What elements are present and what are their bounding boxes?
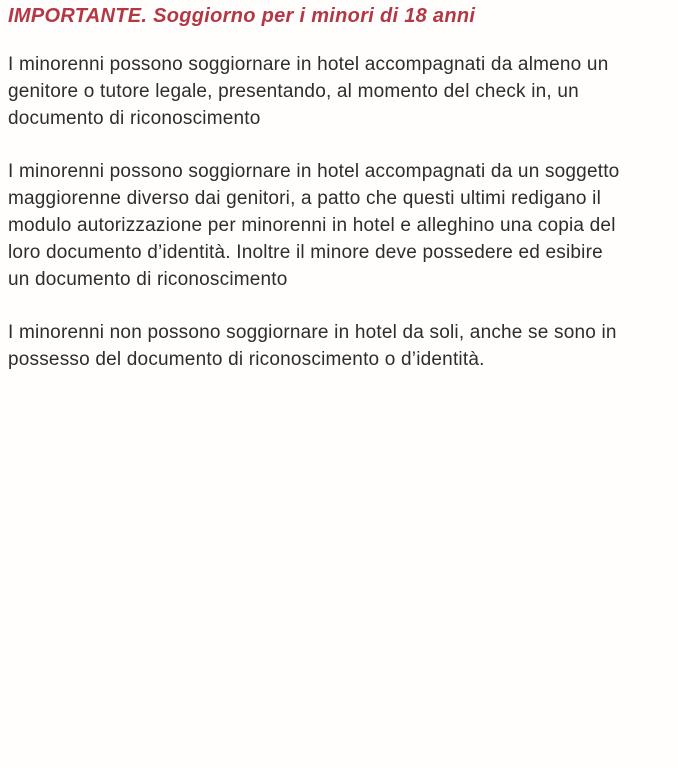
paragraph-line: loro documento d’identità. Inoltre il minore deve possedere ed esibire [8,242,603,263]
page-title: IMPORTANTE. Soggiorno per i minori di 18 anni [8,5,476,27]
paragraph-line: possesso del documento di riconoscimento o d’identità. [8,349,485,370]
policy-paragraph-no-unaccompanied-minors [8,319,666,373]
paragraph-line: un documento di riconoscimento [8,269,288,290]
paragraph-line: modulo autorizzazione per minorenni in hotel e alleghino una copia del [8,215,616,236]
paragraph-line: I minorenni non possono soggiornare in hotel da soli, anche se sono in [8,322,617,343]
paragraph-line: genitore o tutore legale, presentando, al momento del check in, un [8,81,579,102]
paragraph-line: I minorenni possono soggiornare in hotel accompagnati da un soggetto [8,161,620,182]
policy-paragraph-accompanied-by-adult [8,158,666,293]
paragraph-line: documento di riconoscimento [8,108,261,129]
paragraph-line: I minorenni possono soggiornare in hotel accompagnati da almeno un [8,54,609,75]
paragraph-line: maggiorenne diverso dai genitori, a patto che questi ultimi redigano il [8,188,601,209]
policy-paragraph-accompanied-by-parent [8,51,666,132]
